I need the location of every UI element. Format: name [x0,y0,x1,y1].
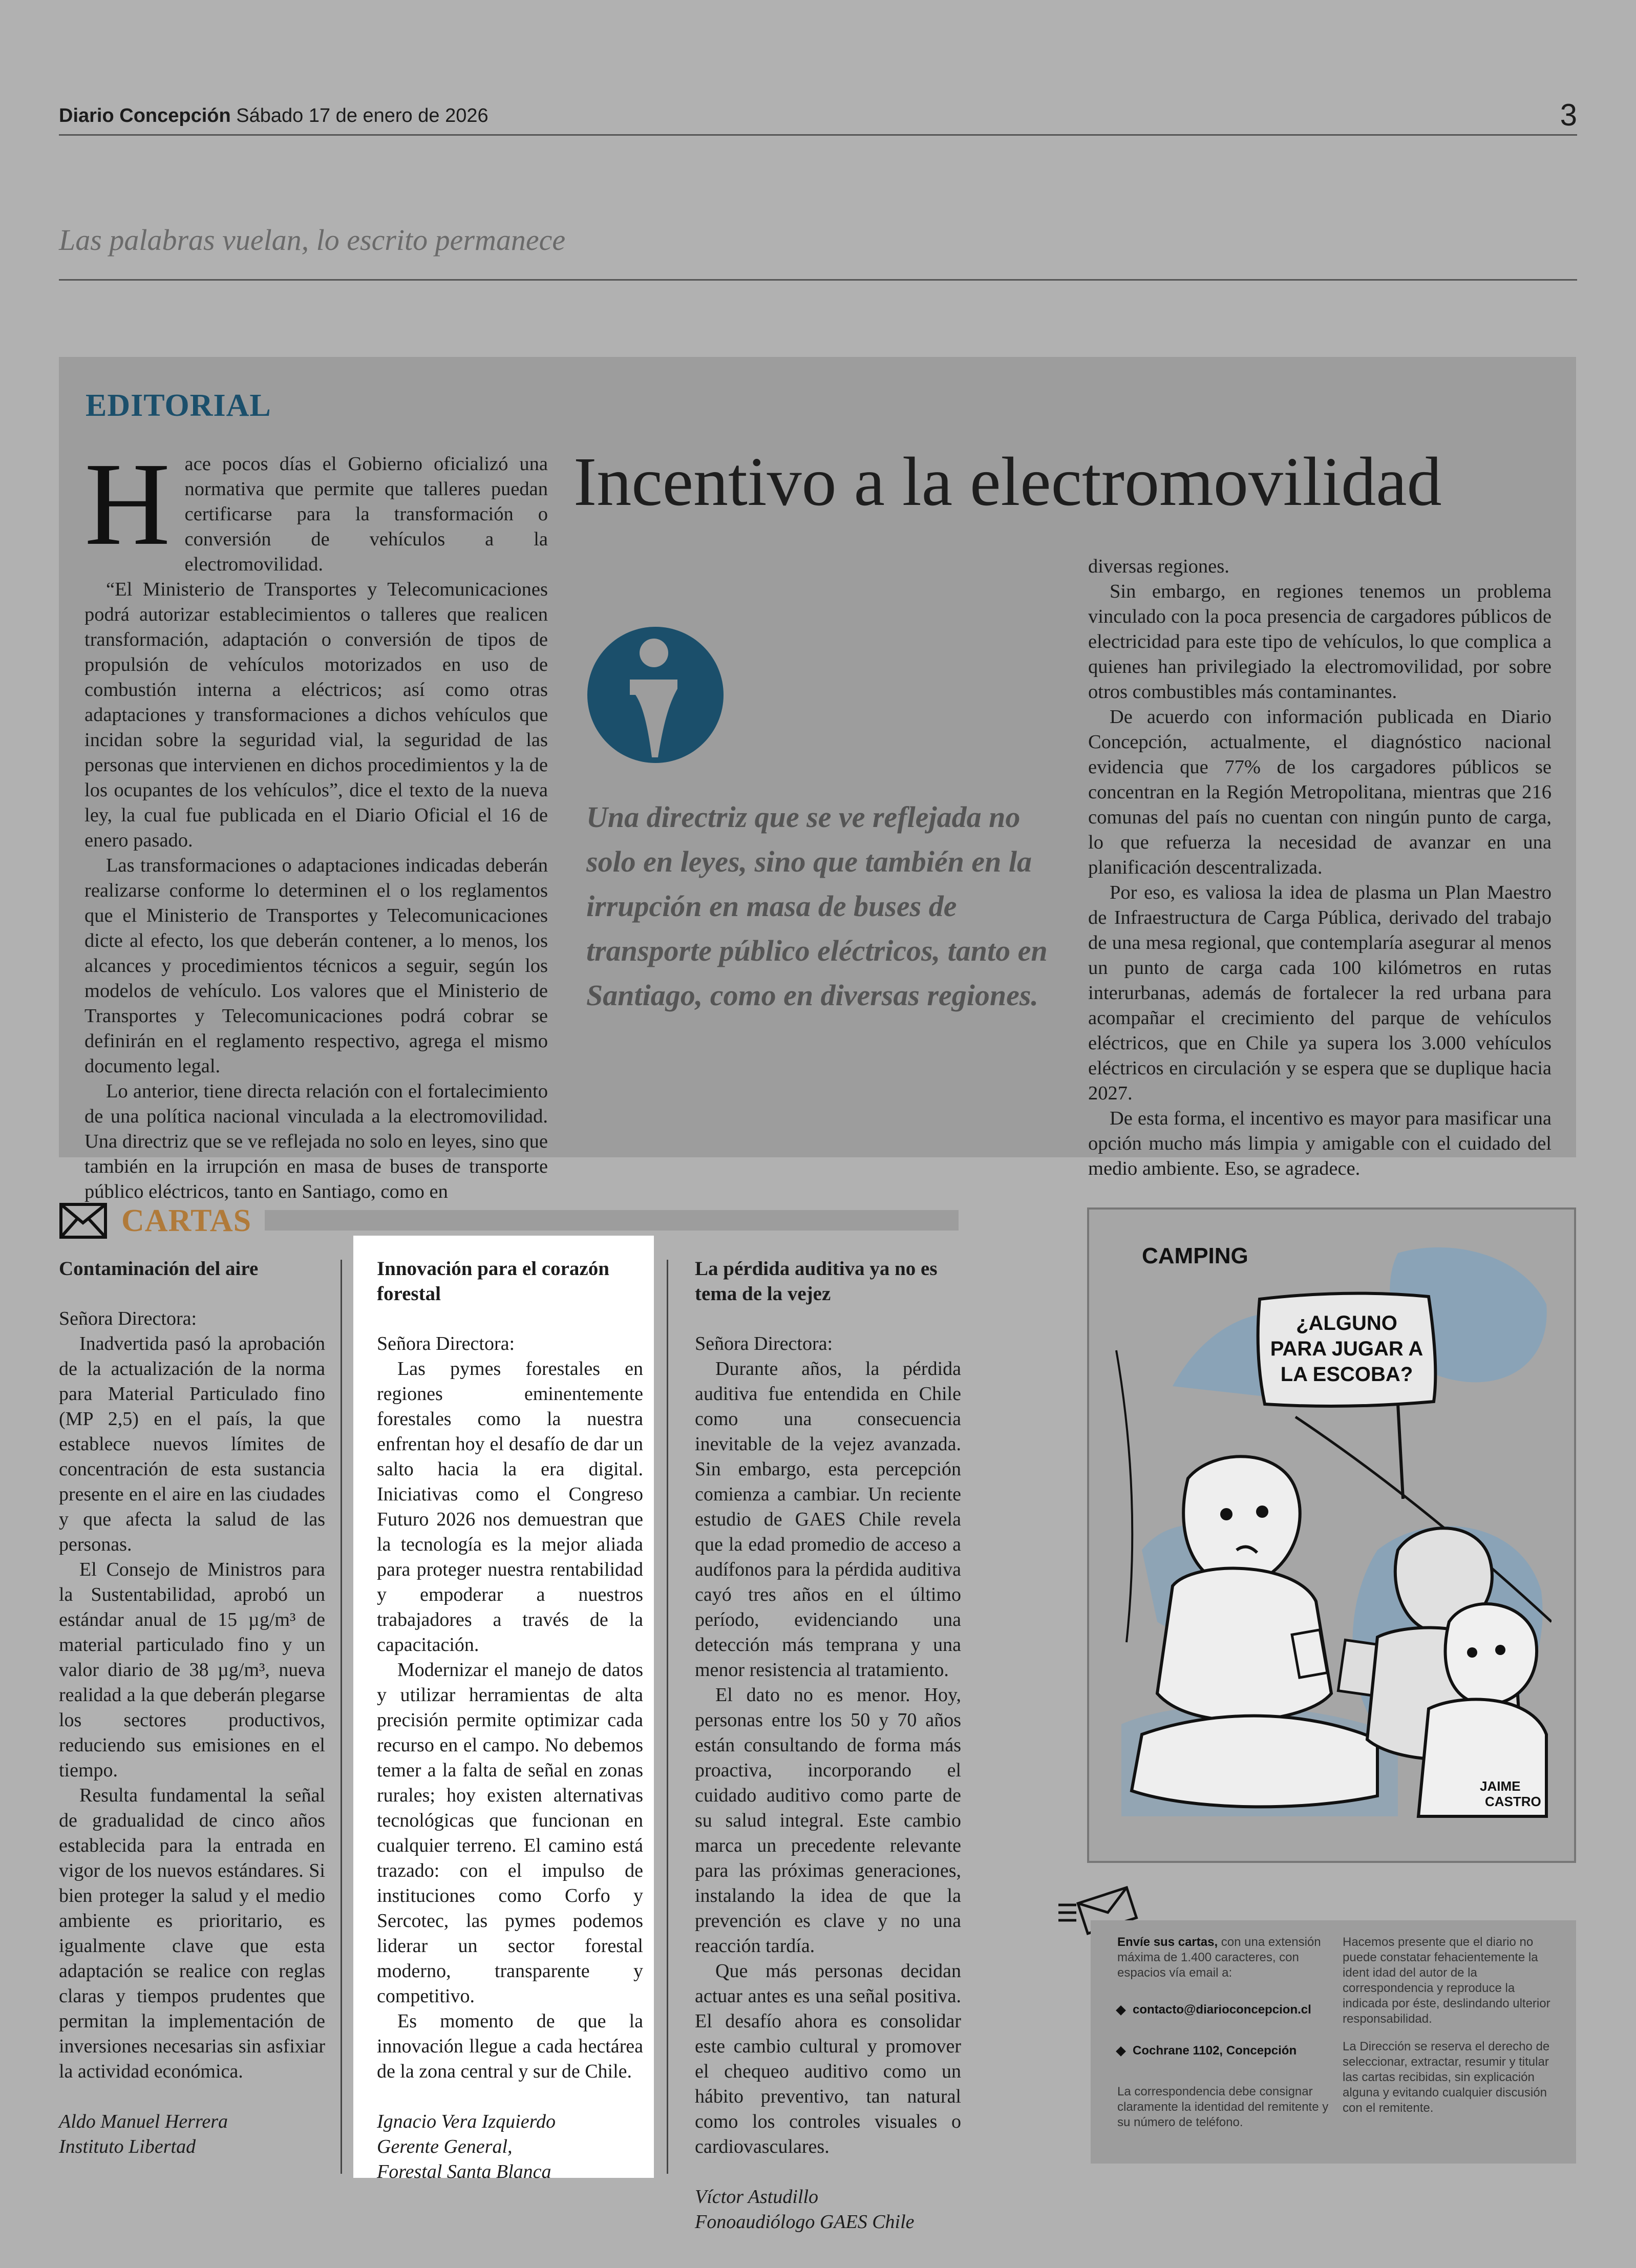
letter-salutation: Señora Directora: [59,1308,197,1329]
cartas-label: CARTAS [121,1203,252,1238]
drop-cap: H [84,438,171,570]
cartoon-signature: CASTRO [1485,1794,1541,1809]
editorial-paragraph: Sin embargo, en regiones tenemos un problema vinculado con la poca presencia de cargadores públicos de electricidad para este tipo de vehículos, lo que complica a quienes han privilegiado la electromovilidad, por sobre otros combustibles más contaminantes. [1088,581,1552,703]
editorial-paragraph: Hace pocos días el Gobierno oficializó una normativa que permite que talleres puedan certificarse para la transformación o conversión de vehículos a la electromovilidad. [84,438,548,575]
newspaper-name: Diario Concepción [59,105,231,126]
letter-title: Innovación para el corazón forestal [377,1258,609,1305]
cartoon-caption: CAMPING [1142,1243,1248,1268]
letter-contaminacion [59,1256,325,2159]
responsibility-note: Hacemos presente que el diario no puede constatar fehacientemente la ident idad del autor de la correspondencia y reproduce la indicada por éste, deslindando ulterior responsabilidad. [1343,1935,1550,2026]
letter-paragraph: Las pymes forestales en regiones eminentemente forestales como la nuestra enfrentan hoy el desafío de dar un salto hacia la era digital. Iniciativas como el Congreso Futuro 2026 nos demuestran que la tecnología es la mejor aliada para proteger nuestra rentabilidad y empoderar a nuestros trabajadores a través de la capacitación. [377,1358,643,1656]
signature-line: Aldo Manuel Herrera [59,2111,228,2132]
envelope-icon [59,1202,108,1239]
editorial-pull-quote: Una directriz que se ve reflejada no solo en leyes, sino que también en la irrupción en masa de buses de transporte público eléctricos, tanto en Santiago, como en diversas regiones. [586,800,1048,1012]
signature-line: Gerente General, [377,2136,513,2157]
tagline-rule [59,279,1577,281]
signature-line: Forestal Santa Blanca [377,2161,551,2182]
letter-paragraph: El Consejo de Ministros para la Sustentabilidad, aprobó un estándar anual de 15 µg/m³ de material particulado fino y un valor diario de 38 µg/m³, nueva realidad a la que deberán plegarse los sectores productivos, reduciendo sus emisiones en el tiempo. [59,1559,325,1781]
info-icon [586,623,725,767]
speech-line: LA ESCOBA? [1280,1363,1413,1386]
editorial-title: Incentivo a la electromovilidad [573,443,1442,520]
editorial-paragraph: diversas regiones. [1088,556,1229,577]
signature-line: Víctor Astudillo [695,2186,819,2208]
letter-paragraph: Que más personas decidan actuar antes es una señal positiva. El desafío ahora es consolidar este cambio cultural y promover el chequeo auditivo como un hábito preventivo, tan natural como los controles visuales o cardiovasculares. [695,1960,961,2157]
letter-body [377,1356,643,2084]
letter-perdida-auditiva [695,1256,961,2235]
speech-line: PARA JUGAR A [1270,1338,1423,1360]
editorial-paragraph: Lo anterior, tiene directa relación con el fortalecimiento de una política nacional vinculada a la electromovilidad. Una directriz que se ve reflejada no solo en leyes, sino que también en la irrupción en masa de buses de transporte público eléctricos, tanto en Santiago, como en [84,1080,548,1202]
letter-signature [59,2109,325,2159]
editorial-box [59,357,1576,1202]
letter-salutation: Señora Directora: [377,1333,515,1354]
editorial-column-3 [1088,554,1552,1181]
editorial-paragraph: De esta forma, el incentivo es mayor para masificar una opción mucho más limpia y amigable con el cuidado del medio ambiente. Eso, se agradece. [1088,1108,1552,1179]
letter-paragraph: Durante años, la pérdida auditiva fue entendida en Chile como una consecuencia inevitable de la vejez avanzada. Sin embargo, esta percepción comienza a cambiar. Un reciente estudio de GAES Chile revela que la edad promedio de acceso a audífonos para la pérdida auditiva cayó tres años en el último período, evidenciando una detección más temprana y una menor resistencia al tratamiento. [695,1358,961,1681]
editorial-paragraph: De acuerdo con información publicada en Diario Concepción, actualmente, el diagnóstico nacional evidencia que 77% de los cargadores públicos se concentran en la Región Metropolitana, mientras que 216 comunas del país no cuentan con ningún punto de carga, lo que refuerza la necesidad de avanzar en una planificación descentralizada. [1088,706,1552,878]
letter-paragraph: Es momento de que la innovación llegue a cada hectárea de la zona central y sur de Chile. [377,2010,643,2082]
letter-signature [377,2109,643,2185]
bullet-icon [1116,2046,1126,2057]
submission-text: con una extensión máxima de 1.400 caracteres, con espacios vía email a: [1117,1935,1321,1980]
editorial-column-1 [84,438,548,1204]
submission-lead: Envíe sus cartas, [1117,1935,1218,1949]
column-divider [667,1260,668,2174]
cartas-header-bar [265,1210,959,1231]
letter-title: La pérdida auditiva ya no es tema de la vejez [695,1258,938,1305]
cartoon-signature: JAIME [1480,1778,1521,1794]
letter-body [59,1331,325,2084]
letter-signature [695,2185,961,2235]
submission-info [1117,1935,1327,1981]
editorial-rights-note: La Dirección se reserva el derecho de seleccionar, extractar, resumir y titular las cartas recibidas, sin explicación alguna y evitando cualquier discusión con el remitente. [1343,2040,1550,2115]
section-tagline: Las palabras vuelan, lo escrito permanece [59,223,566,257]
signature-line: Ignacio Vera Izquierdo [377,2111,556,2132]
column-divider [341,1260,342,2174]
letter-paragraph: El dato no es menor. Hoy, personas entre los 50 y 70 años están consultando de forma más proactiva, incorporando el cuidado auditivo como parte de su salud integral. Este cambio marca un precedente relevante para las próximas generaciones, instalando la idea de que la prevención es clave y no una reacción tardía. [695,1684,961,1957]
postal-address [1117,2043,1332,2059]
letters-info-box [1091,1920,1576,2164]
editorial-paragraph: Por eso, es valiosa la idea de plasma un Plan Maestro de Infraestructura de Carga Pública, derivado del trabajo de una mesa regional, que contemplaría asegurar al menos un punto de carga cada 100 kilómetros en rutas interurbanas, además de fortalecer la red urbana para acompañar el crecimiento del parque de vehículos eléctricos, que en Chile ya supera los 3.000 vehículos eléctricos en circulación y se espera que se duplique hacia 2027. [1088,882,1552,1104]
letter-body [695,1356,961,2159]
editorial-paragraph: “El Ministerio de Transportes y Telecomunicaciones podrá autorizar establecimientos o talleres que realicen transformación, adaptación o conversión de tipos de propulsión de vehículos motorizados en uso de combustión interna a eléctricos; así como otras adaptaciones y transformaciones a dichos vehículos que incidan sobre la seguridad vial, la seguridad de las personas que intervienen en dichos procedimientos y la de los ocupantes de los vehículos”, dice el texto de la nueva ley, la cual fue publicada en el Diario Oficial el 16 de enero pasado. [84,579,548,851]
signature-line: Fonoaudiólogo GAES Chile [695,2211,915,2233]
letter-title: Contaminación del aire [59,1258,259,1280]
speech-line: ¿ALGUNO [1296,1312,1397,1334]
editorial-label: EDITORIAL [86,388,271,423]
letter-salutation: Señora Directora: [695,1333,833,1354]
issue-date: Sábado 17 de enero de 2026 [236,105,488,126]
letter-paragraph: Resulta fundamental la señal de gradualidad de cinco años establecida para la entrada en vigor de los nuevos estándares. Si bien proteger la salud y el medio ambiente es prioritario, es igualmente clave que esta adaptación se realice con reglas claras y tiempos prudentes que permitan la implementación de inversiones necesarias sin asfixiar la actividad económica. [59,1785,325,2082]
editorial-paragraph: Las transformaciones o adaptaciones indicadas deberán realizarse conforme lo determinen el o los reglamentos que el Ministerio de Transportes y Telecomunicaciones dicte al efecto, los que deberán contener, a lo menos, los alcances y procedimientos técnicos a seguir, según los modelos de vehículo. Los valores que el Ministerio de Transportes y Telecomunicaciones podrá cobrar se definirán en el reglamento respectivo, agrega el mismo documento legal. [84,855,548,1077]
email-address: contacto@diarioconcepcion.cl [1133,2003,1311,2017]
header-rule [59,134,1577,136]
page-header [59,105,488,127]
letter-paragraph: Inadvertida pasó la aprobación de la actualización de la norma para Material Particulado fino (MP 2,5) en el país, la que establece nuevos límites de concentración de esta sustancia presente en el aire en las ciudades y que afecta la salud de las personas. [59,1333,325,1555]
page-number: 3 [1560,98,1577,132]
signature-line: Instituto Libertad [59,2136,196,2157]
cartoon-illustration [1111,1233,1552,1837]
letter-paragraph: Modernizar el manejo de datos y utilizar herramientas de alta precisión permite optimizar cada recurso en el campo. No debemos temer a la falta de señal en zonas rurales; hoy existen alternativas tecnológicas que funcionan en cualquier terreno. El camino está trazado: con el impulso de instituciones como Corfo y Sercotec, las pymes podemos liderar un sector forestal moderno, transparente y competitivo. [377,1659,643,2007]
address-text: Cochrane 1102, Concepción [1133,2044,1297,2058]
identity-note: La correspondencia debe consignar claramente la identidad del remitente y su número de teléfono. [1117,2085,1329,2129]
letter-innovacion [377,1256,643,2185]
email-link[interactable] [1117,2002,1332,2018]
bullet-icon [1116,2005,1126,2016]
